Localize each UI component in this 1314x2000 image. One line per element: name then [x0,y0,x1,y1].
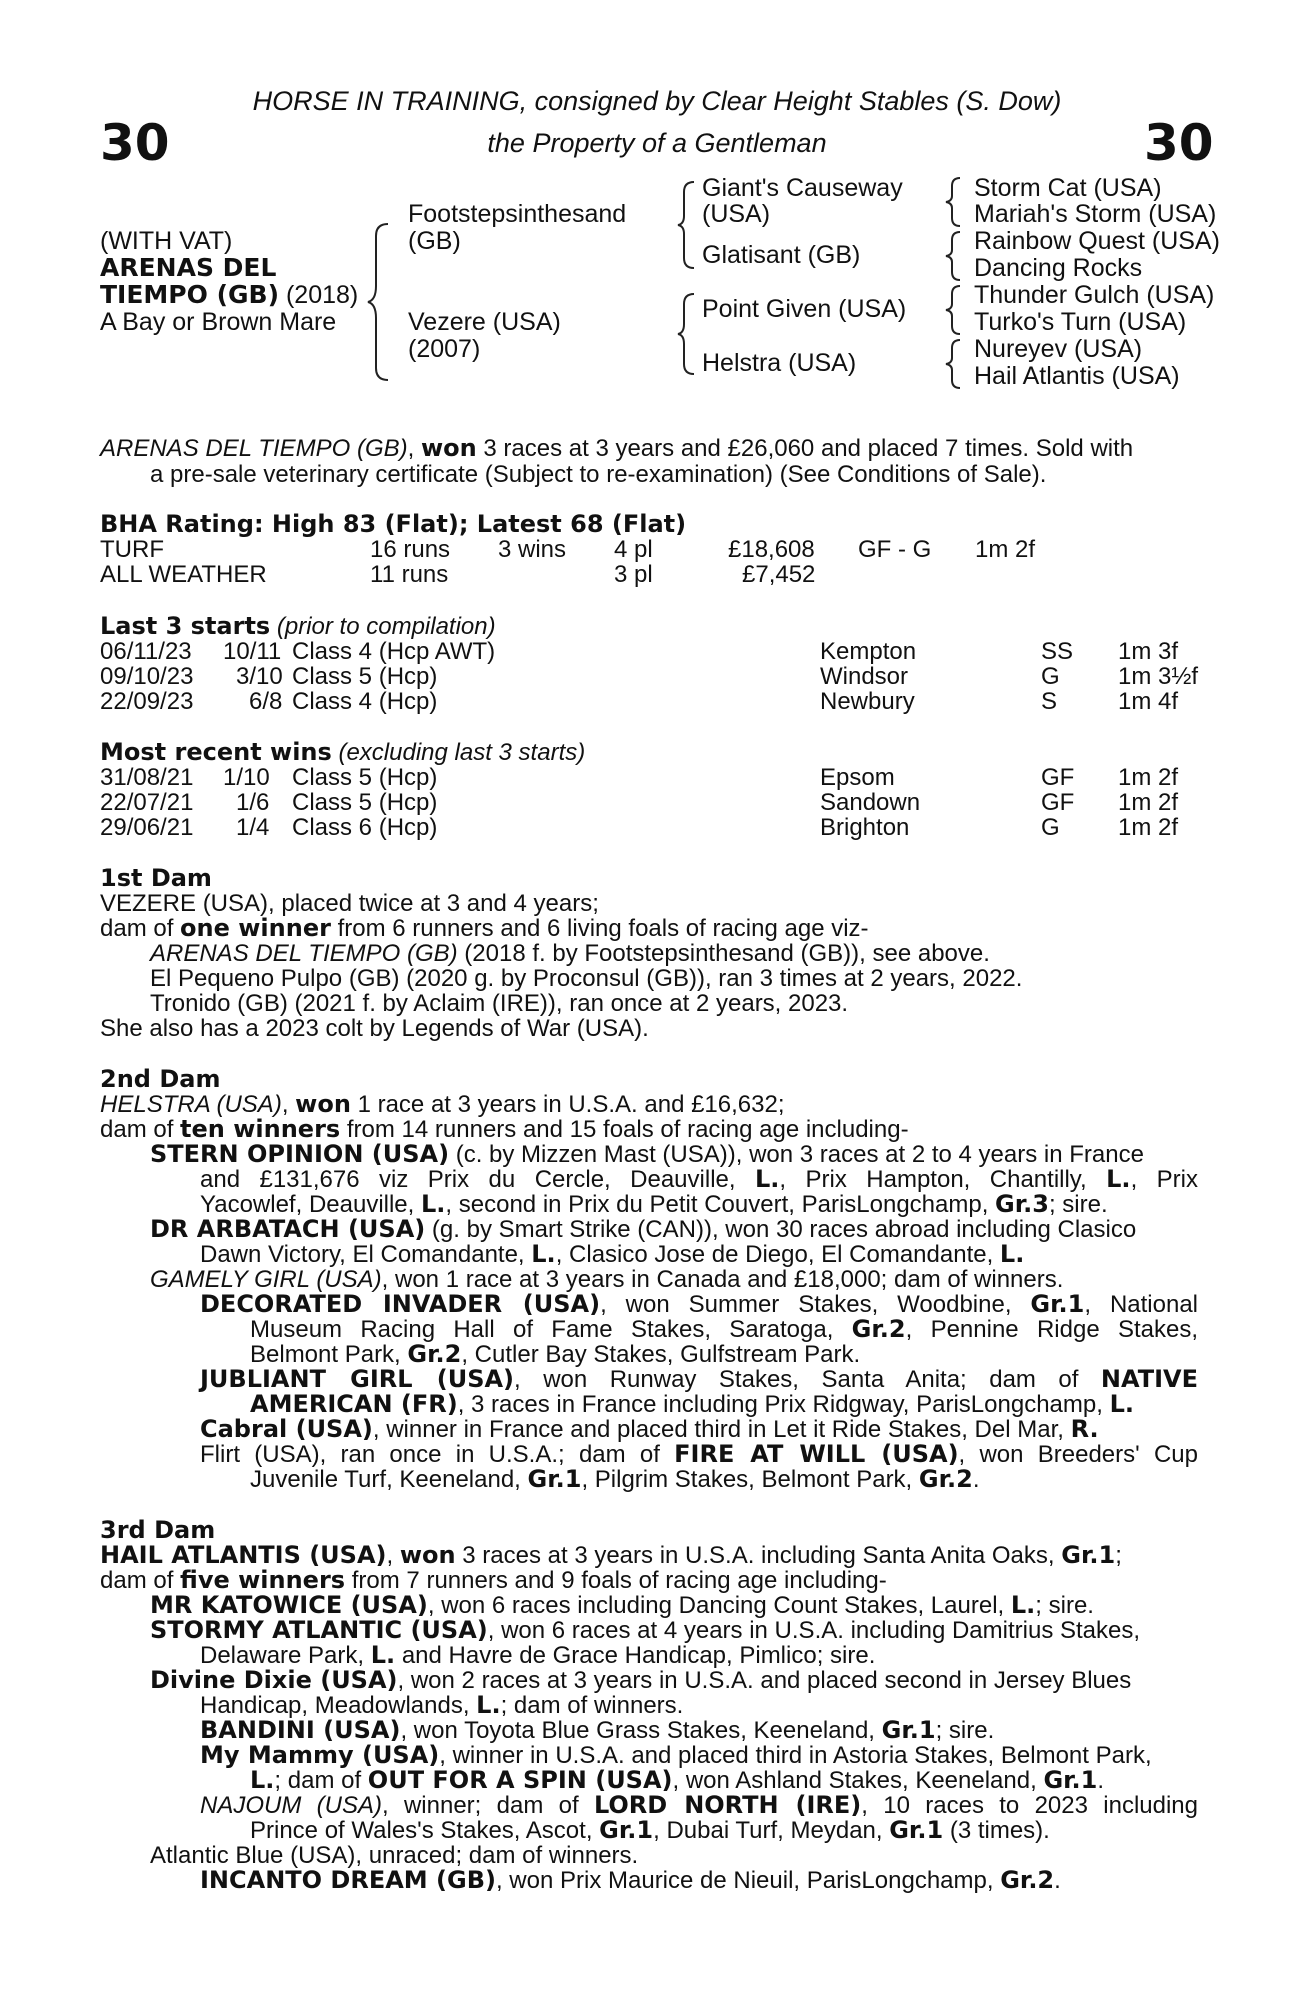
grade: L. [250,1766,275,1794]
grade: Gr.1 [599,1816,654,1844]
sire-country: (GB) [408,227,461,255]
first-dam-line1: VEZERE (USA), placed twice at 3 and 4 years; [100,890,599,917]
horse-name: AMERICAN (FR) [250,1390,458,1418]
recent-wins-title: Most recent wins [100,738,332,766]
stern-opinion-line2 [200,1167,1198,1192]
ggd-1: Mariah's Storm (USA) [974,200,1217,228]
start-class: Class 5 (Hcp) [292,663,438,690]
text: , Pilgrim Stakes, Belmont Park, [581,1466,919,1493]
vat-note: (WITH VAT) [100,227,233,255]
win-position: 1/4 [236,814,270,841]
ggd-3: Turko's Turn (USA) [974,308,1187,336]
first-dam-line2 [100,916,869,941]
text: and £131,676 viz Prix du Cercle, Deauville, [200,1166,755,1193]
start-position: 10/11 [223,638,282,665]
stormy-atlantic-line2 [200,1643,875,1668]
text: Dawn Victory, El Comandante, [200,1241,532,1268]
bandini-line [200,1718,994,1743]
horse-name: GAMELY GIRL (USA) [150,1266,382,1293]
summary-line1: ARENAS DEL TIEMPO (GB), won 3 races at 3 years and £26,060 and placed 7 times. Sold with [100,434,1134,462]
text: and Havre de Grace Handicap, Pimlico; sire. [395,1642,876,1669]
recent-wins-note: (excluding last 3 starts) [331,739,586,766]
pedigree-brace-sd [944,230,964,282]
text: ; [1115,1542,1122,1569]
horse-name: Divine Dixie (USA) [150,1666,398,1694]
start-row [0,689,1314,715]
text: , won Runway Stakes, Santa Anita; dam of [514,1366,1101,1393]
text: ; sire. [935,1717,995,1744]
first-dam-line4: El Pequeno Pulpo (GB) (2020 g. by Proconsul (GB)), ran 3 times at 2 years, 2022. [150,965,1023,992]
text: 1 race at 3 years in U.S.A. and £16,632; [350,1091,785,1118]
start-date: 22/09/23 [100,688,194,715]
win-class: Class 6 (Hcp) [292,814,438,841]
text: , National [1084,1291,1199,1318]
text: Juvenile Turf, Keeneland, [250,1466,528,1493]
horse-name: BANDINI (USA) [200,1716,401,1744]
grade: L. [421,1190,446,1218]
start-position: 3/10 [236,663,283,690]
start-class: Class 4 (Hcp AWT) [292,638,496,665]
text: , [281,1091,296,1118]
win-row [0,790,1314,816]
text: Prince of Wales's Stakes, Ascot, [250,1817,600,1844]
sire-name: Footstepsinthesand [408,200,627,228]
text: Yacowlef, Deauville, [200,1191,421,1218]
ggs-3: Thunder Gulch (USA) [974,281,1215,309]
horse-description: A Bay or Brown Mare [100,308,337,336]
ggs-2: Rainbow Quest (USA) [974,227,1220,255]
third-dam-line2 [100,1568,887,1593]
grade: Gr.1 [1061,1541,1116,1569]
win-position: 1/6 [236,789,270,816]
text: (3 times). [943,1817,1050,1844]
grade: Gr.1 [527,1465,582,1493]
grade: Gr.1 [1043,1766,1098,1794]
text: Museum Racing Hall of Fame Stakes, Saratoga, [250,1316,852,1343]
first-dam-line5: Tronido (GB) (2021 f. by Aclaim (IRE)), ran once at 2 years, 2023. [150,990,849,1017]
start-distance: 1m 3f [1118,638,1179,665]
text: ; sire. [1048,1191,1108,1218]
text: , Pennine Ridge Stakes, [905,1316,1199,1343]
incanto-dream-line [200,1868,1061,1893]
second-dam-line1 [100,1092,785,1117]
cabral-line [200,1417,1099,1442]
horse-name: FIRE AT WILL (USA) [674,1440,959,1468]
horse-year: (2018) [285,281,359,309]
horse-name: STERN OPINION (USA) [150,1140,450,1168]
horse-name: LORD NORTH (IRE) [593,1791,862,1819]
sire-dam-name: Glatisant (GB) [702,241,861,269]
rating-placed: 3 pl [614,561,653,588]
win-class: Class 5 (Hcp) [292,789,438,816]
grade: L. [370,1641,396,1669]
start-distance: 1m 3½f [1118,663,1199,690]
start-course: Kempton [820,638,917,665]
horse-name: Cabral (USA) [200,1415,373,1443]
start-date: 06/11/23 [100,638,192,665]
ggs-4: Nureyev (USA) [974,335,1143,363]
win-distance: 1m 2f [1118,764,1179,791]
flirt-line2 [250,1467,980,1492]
text: , Prix [1130,1166,1198,1193]
text: , Prix Hampton, Chantilly, [779,1166,1107,1193]
start-class: Class 4 (Hcp) [292,688,438,715]
first-dam-heading: 1st Dam [100,864,212,892]
win-going: G [1041,814,1060,841]
text: , won 2 races at 3 years in U.S.A. and placed second in Jersey Blues [397,1667,1132,1694]
decorated-invader-line3 [250,1342,860,1367]
horse-name-line2 [100,282,358,308]
text: from 14 runners and 15 foals of racing age including- [340,1116,909,1143]
horse-name: JUBLIANT GIRL (USA) [200,1365,515,1393]
dam-name: HAIL ATLANTIS (USA) [100,1541,387,1569]
horse-name: OUT FOR A SPIN (USA) [367,1766,673,1794]
horse-name-line1: ARENAS DEL [100,253,277,282]
text: ; sire. [1035,1592,1094,1619]
horse-name-line2-text: TIEMPO (GB) [100,280,280,309]
najoum-line1 [200,1793,1198,1818]
text: Handicap, Meadowlands, [200,1692,477,1719]
last-starts-note: (prior to compilation) [270,613,496,640]
horse-name: STORMY ATLANTIC (USA) [150,1616,488,1644]
consignor-line: HORSE IN TRAINING, consigned by Clear Height Stables (S. Dow) [252,86,1062,116]
horse-name: MR KATOWICE (USA) [150,1591,428,1619]
rating-distance: 1m 2f [975,536,1036,563]
last-starts-title: Last 3 starts [100,612,271,640]
text: Flirt (USA), ran once in U.S.A.; dam of [200,1441,675,1468]
win-date: 31/08/21 [100,764,194,791]
horse-name: My Mammy (USA) [200,1741,440,1769]
my-mammy-line2 [250,1768,1104,1793]
text: . [972,1466,980,1493]
ggs-1: Storm Cat (USA) [974,174,1162,202]
win-course: Epsom [820,764,895,791]
second-dam-line2 [100,1117,909,1142]
start-course: Windsor [820,663,909,690]
rating-going: GF - G [858,536,932,563]
grade: Gr.2 [918,1465,973,1493]
win-distance: 1m 2f [1118,789,1179,816]
text: ; dam of [274,1767,368,1794]
text: (g. by Smart Strike (CAN)), won 30 races abroad including Clasico [425,1216,1137,1243]
text: . [1054,1867,1061,1894]
pedigree-brace-dam [676,292,698,376]
bha-rating-heading: BHA Rating: High 83 (Flat); Latest 68 (Flat) [100,510,687,538]
horse-name: NAJOUM (USA) [200,1792,382,1819]
dam-year: (2007) [408,335,481,363]
rating-wins: 3 wins [498,536,567,563]
text: (2018 f. by Footstepsinthesand (GB)), see above. [457,940,990,967]
win-position: 1/10 [223,764,270,791]
grade: Gr.2 [407,1340,462,1368]
win-going: GF [1041,764,1075,791]
second-dam-heading: 2nd Dam [100,1065,221,1093]
rating-runs: 11 runs [370,561,449,588]
dr-arbatach-line2 [200,1242,1024,1267]
third-dam-heading: 3rd Dam [100,1516,216,1544]
summary-horse-name: ARENAS DEL TIEMPO (GB) [100,435,408,462]
text: , won Ashland Stakes, Keeneland, [672,1767,1044,1794]
decorated-invader-line1 [200,1292,1198,1317]
ggd-2: Dancing Rocks [974,254,1143,282]
stern-opinion-line3 [200,1192,1108,1217]
text: , won Prix Maurice de Nieuil, ParisLongchamp, [495,1867,1001,1894]
rating-prize: £7,452 [742,561,816,588]
atlantic-blue-line: Atlantic Blue (USA), unraced; dam of winners. [150,1842,639,1869]
summary-text1: 3 races at 3 years and £26,060 and placed 7 times. Sold with [476,435,1134,462]
jubliant-girl-line2 [250,1392,1134,1417]
grade: Gr.1 [1030,1290,1085,1318]
grade: L. [531,1240,556,1268]
win-class: Class 5 (Hcp) [292,764,438,791]
rating-row [0,562,1314,588]
dr-arbatach-line1 [150,1217,1136,1242]
divine-dixie-line2 [200,1693,683,1718]
last-starts-heading [100,614,496,639]
won: won [295,1090,351,1118]
win-date: 29/06/21 [100,814,194,841]
sire-sire-country: (USA) [702,200,771,228]
grade: L. [1010,1591,1036,1619]
text: , won Summer Stakes, Woodbine, [600,1291,1031,1318]
winners-count: five winners [180,1566,346,1594]
start-course: Newbury [820,688,915,715]
stormy-atlantic-line1 [150,1618,1140,1643]
gamely-girl-line [150,1267,1063,1292]
won: won [399,1541,456,1569]
text: , won 6 races including Dancing Count Stakes, Laurel, [427,1592,1011,1619]
start-going: SS [1041,638,1074,665]
text: , won 6 races at 4 years in U.S.A. including Damitrius Stakes, [487,1617,1141,1644]
horse-name: INCANTO DREAM (GB) [200,1866,496,1894]
lot-number-right: 30 [1144,114,1214,172]
property-line: the Property of a Gentleman [487,128,827,158]
first-dam-line3 [150,941,990,966]
divine-dixie-line1 [150,1668,1131,1693]
text: dam of [100,1116,181,1143]
text: , winner in U.S.A. and placed third in Astoria Stakes, Belmont Park, [439,1742,1152,1769]
text: . [1097,1767,1105,1794]
start-position: 6/8 [249,688,283,715]
pedigree-brace-main [366,222,396,382]
start-going: G [1041,663,1060,690]
text: ; dam of winners. [500,1692,684,1719]
text: dam of [100,915,181,942]
grade: R. [1070,1415,1099,1443]
pedigree-brace-ss [944,176,964,228]
jubliant-girl-line1 [200,1367,1198,1392]
summary-won: won [420,434,477,462]
text: , winner; dam of [381,1792,594,1819]
dam-name: Vezere (USA) [408,308,561,336]
winners-count: ten winners [180,1115,341,1143]
lot-number-left: 30 [100,114,170,172]
rating-placed: 4 pl [614,536,653,563]
start-date: 09/10/23 [100,663,194,690]
text: Belmont Park, [250,1341,408,1368]
text: , 3 races in France including Prix Ridgway, ParisLongchamp, [457,1391,1110,1418]
grade: L. [754,1165,780,1193]
grade: Gr.3 [995,1190,1049,1218]
text: , Cutler Bay Stakes, Gulfstream Park. [461,1341,861,1368]
win-distance: 1m 2f [1118,814,1179,841]
rating-surface: TURF [100,536,164,563]
text: , won Breeders' Cup [958,1441,1198,1468]
text: from 6 runners and 6 living foals of racing age viz- [330,915,869,942]
text: Delaware Park, [200,1642,371,1669]
horse-name: NATIVE [1100,1365,1198,1393]
text: (c. by Mizzen Mast (USA)), won 3 races at 2 to 4 years in France [449,1141,1144,1168]
text: , [386,1542,400,1569]
stern-opinion-line1 [150,1142,1144,1167]
decorated-invader-line2 [250,1317,1198,1342]
horse-name: DR ARBATACH (USA) [150,1215,426,1243]
text: , Clasico Jose de Diego, El Comandante, [555,1241,1000,1268]
najoum-line2 [250,1818,1050,1843]
rating-row [0,537,1314,563]
rating-runs: 16 runs [370,536,451,563]
pedigree-brace-sire [676,180,698,270]
win-date: 22/07/21 [100,789,194,816]
winners-count: one winner [180,914,331,942]
text: , 10 races to 2023 including [861,1792,1199,1819]
grade: Gr.1 [889,1816,944,1844]
win-course: Brighton [820,814,910,841]
dam-sire-name: Point Given (USA) [702,295,907,323]
start-row [0,639,1314,665]
grade: Gr.1 [881,1716,936,1744]
horse-name: DECORATED INVADER (USA) [200,1290,601,1318]
ggd-4: Hail Atlantis (USA) [974,362,1180,390]
start-row [0,664,1314,690]
recent-wins-heading [100,740,585,765]
my-mammy-line1 [200,1743,1152,1768]
flirt-line1 [200,1442,1198,1467]
start-going: S [1041,688,1058,715]
win-row [0,765,1314,791]
win-course: Sandown [820,789,921,816]
rating-surface: ALL WEATHER [100,561,267,588]
pedigree-brace-ds [944,284,964,336]
text: 3 races at 3 years in U.S.A. including Santa Anita Oaks, [455,1542,1062,1569]
start-distance: 1m 4f [1118,688,1179,715]
text: , second in Prix du Petit Couvert, ParisLongchamp, [445,1191,996,1218]
text: from 7 runners and 9 foals of racing age including- [345,1567,887,1594]
win-row [0,815,1314,841]
text: , Dubai Turf, Meydan, [653,1817,890,1844]
mr-katowice-line [150,1593,1094,1618]
text: , winner in France and placed third in Let it Ride Stakes, Del Mar, [372,1416,1071,1443]
dam-name: HELSTRA (USA) [100,1091,282,1118]
grade: Gr.2 [1000,1866,1055,1894]
pedigree-brace-dd [944,338,964,390]
first-dam-line6: She also has a 2023 colt by Legends of War (USA). [100,1015,649,1042]
summary-line2: a pre-sale veterinary certificate (Subject to re-examination) (See Conditions of Sale). [150,461,1047,488]
text: , won Toyota Blue Grass Stakes, Keeneland, [400,1717,882,1744]
produce-name: ARENAS DEL TIEMPO (GB) [150,940,458,967]
rating-prize: £18,608 [728,536,815,563]
grade: L. [1109,1390,1134,1418]
dam-dam-name: Helstra (USA) [702,349,857,377]
grade: L. [476,1691,501,1719]
grade: L. [1106,1165,1131,1193]
sire-sire-name: Giant's Causeway [702,174,903,202]
grade: Gr.2 [851,1315,906,1343]
text: dam of [100,1567,181,1594]
third-dam-line1 [100,1543,1122,1568]
grade: L. [999,1240,1025,1268]
win-going: GF [1041,789,1075,816]
text: , won 1 race at 3 years in Canada and £18,000; dam of winners. [381,1266,1064,1293]
